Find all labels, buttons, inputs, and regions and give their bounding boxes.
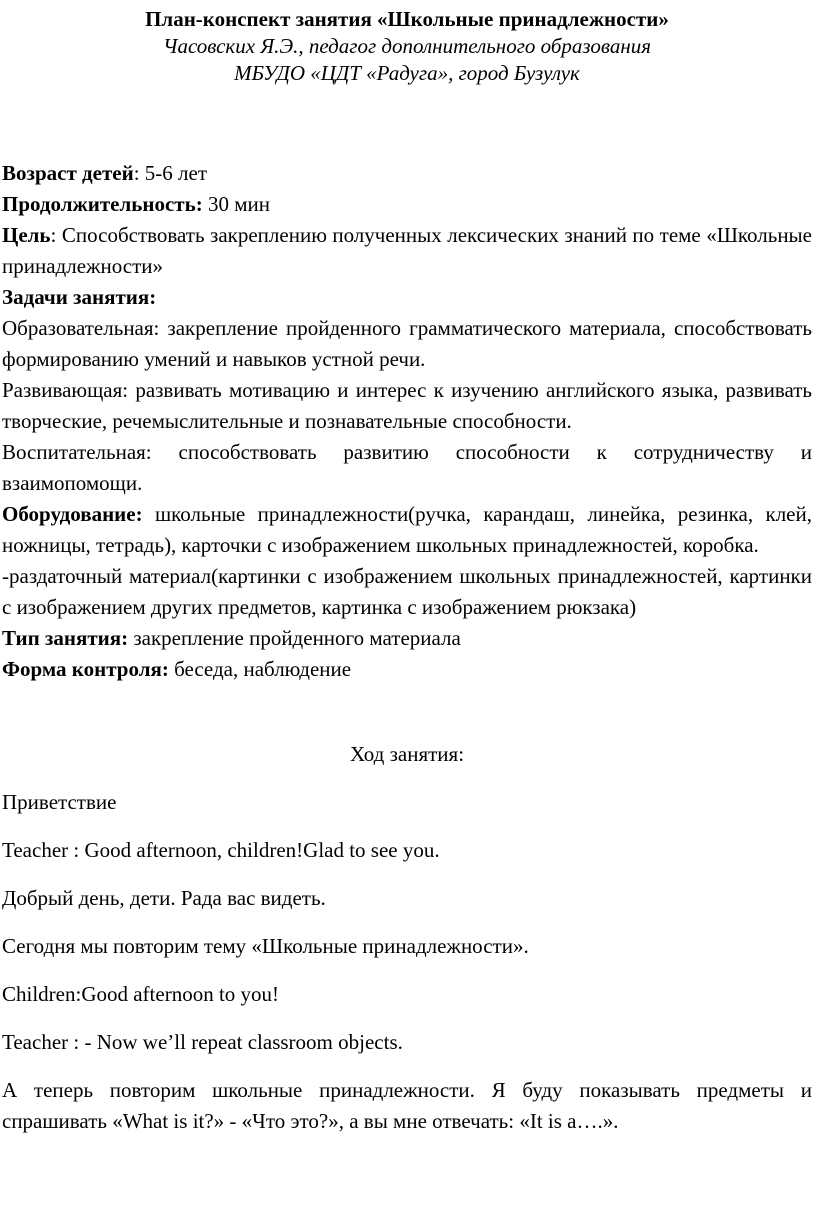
duration-value: 30 мин bbox=[202, 192, 270, 216]
goal-value: : Способствовать закреплению полученных лексических знаний по теме «Школьные принадлежности» bbox=[2, 223, 812, 278]
handout-row: -раздаточный материал(картинки с изображением школьных принадлежностей, картинки с изображением других предметов, картинка с изображением рюкзака) bbox=[2, 564, 812, 619]
type-row bbox=[2, 623, 812, 654]
task-developing: Развивающая: развивать мотивацию и интерес к изучению английского языка, развивать творческие, речемыслительные и познавательные способности. bbox=[2, 378, 812, 433]
teacher-line-2: Teacher : - Now we’ll repeat classroom objects. bbox=[2, 1030, 403, 1054]
lesson-info bbox=[2, 158, 812, 685]
equipment-row bbox=[2, 499, 812, 561]
author-line: Часовских Я.Э., педагог дополнительного образования bbox=[163, 34, 651, 58]
lesson-flow bbox=[2, 739, 812, 1137]
duration-row bbox=[2, 189, 812, 220]
control-row bbox=[2, 654, 812, 685]
task-upbringing: Воспитательная: способствовать развитию способности к сотрудничеству и взаимопомощи. bbox=[2, 440, 812, 495]
age-label: Возраст детей bbox=[2, 161, 134, 185]
equipment-value: школьные принадлежности(ручка, карандаш, линейка, резинка, клей, ножницы, тетрадь), карточки с изображением школьных принадлежностей, коробка. bbox=[2, 502, 812, 557]
control-label: Форма контроля: bbox=[2, 657, 169, 681]
greeting-heading: Приветствие bbox=[2, 790, 117, 814]
topic-line: Сегодня мы повторим тему «Школьные принадлежности». bbox=[2, 934, 529, 958]
age-value: : 5-6 лет bbox=[133, 161, 208, 185]
teacher-line-1: Teacher : Good afternoon, children!Glad to see you. bbox=[2, 838, 440, 862]
instruction-line: А теперь повторим школьные принадлежности. Я буду показывать предметы и спрашивать «What is it?» - «Что это?», а вы мне отвечать: «It is a….». bbox=[2, 1078, 812, 1133]
duration-label: Продолжительность: bbox=[2, 192, 203, 216]
goal-label: Цель bbox=[2, 223, 51, 247]
translation-line-1: Добрый день, дети. Рада вас видеть. bbox=[2, 886, 326, 910]
document-header bbox=[2, 6, 812, 87]
control-value: беседа, наблюдение bbox=[168, 657, 352, 681]
goal-row bbox=[2, 220, 812, 282]
equipment-label: Оборудование: bbox=[2, 502, 143, 526]
children-line-1: Children:Good afternoon to you! bbox=[2, 982, 280, 1006]
organization-line: МБУДО «ЦДТ «Радуга», город Бузулук bbox=[234, 61, 580, 85]
tasks-heading: Задачи занятия: bbox=[2, 285, 157, 309]
age-row bbox=[2, 158, 812, 189]
type-label: Тип занятия: bbox=[2, 626, 129, 650]
lesson-heading: Ход занятия: bbox=[349, 742, 465, 766]
type-value: закрепление пройденного материала bbox=[128, 626, 461, 650]
task-educational: Образовательная: закрепление пройденного грамматического материала, способствовать формированию умений и навыков устной речи. bbox=[2, 316, 812, 371]
document-title: План-конспект занятия «Школьные принадлежности» bbox=[145, 7, 669, 31]
